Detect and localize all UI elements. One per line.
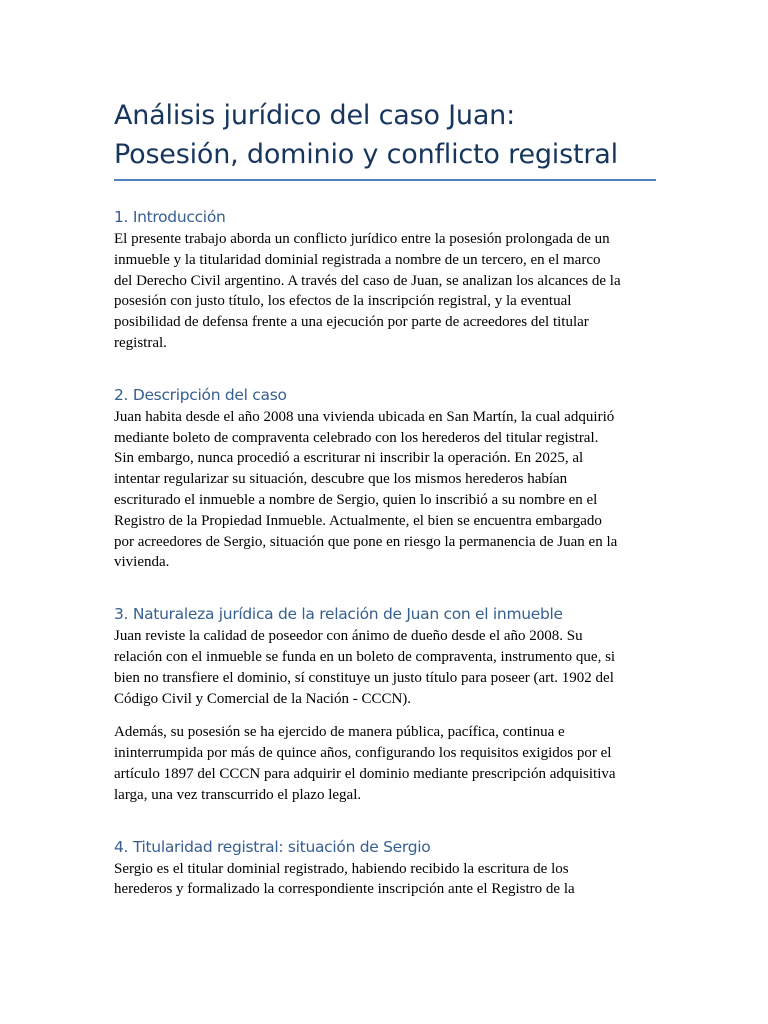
text-line: registral.: [114, 334, 167, 351]
text-line: Registro de la Propiedad Inmueble. Actualmente, el bien se encuentra embargado: [114, 512, 602, 529]
section-heading: 2. Descripción del caso: [114, 385, 287, 404]
section-heading: 1. Introducción: [114, 208, 226, 226]
paragraph: [114, 229, 654, 354]
paragraph: [114, 407, 654, 573]
document-title: [114, 96, 654, 179]
text-line: posesión con justo título, los efectos de la inscripción registral, y la eventual: [114, 293, 572, 310]
text-line: intentar regularizar su situación, descubre que los mismos herederos habían: [114, 471, 568, 488]
title-line: Análisis jurídico del caso Juan:: [114, 100, 515, 131]
text-line: Código Civil y Comercial de la Nación - CCCN).: [114, 690, 412, 707]
text-line: vivienda.: [114, 554, 170, 571]
spacer: [114, 354, 654, 384]
title-line: Posesión, dominio y conflicto registral: [114, 139, 618, 170]
section-heading: 3. Naturaleza jurídica de la relación de Juan con el inmueble: [114, 605, 563, 624]
text-line: herederos y formalizado la correspondiente inscripción ante el Registro de la: [114, 881, 575, 898]
spacer: [114, 709, 654, 722]
text-line: mediante boleto de compraventa celebrado con los herederos del titular registral.: [114, 429, 599, 446]
document-body: [114, 96, 654, 900]
text-line: Sergio es el titular dominial registrado, habiendo recibido la escritura de los: [114, 860, 569, 877]
text-line: inmueble y la titularidad dominial registrada a nombre de un tercero, en el marco: [114, 251, 601, 268]
spacer: [114, 806, 654, 836]
section-heading: 4. Titularidad registral: situación de Sergio: [114, 837, 431, 856]
text-line: Juan habita desde el año 2008 una vivienda ubicada en San Martín, la cual adquirió: [114, 408, 615, 425]
text-line: artículo 1897 del CCCN para adquirir el dominio mediante prescripción adquisitiva: [114, 765, 616, 782]
text-line: por acreedores de Sergio, situación que pone en riesgo la permanencia de Juan en la: [114, 533, 618, 550]
section-naturaleza-juridica: [114, 603, 654, 805]
text-line: escriturado el inmueble a nombre de Sergio, quien lo inscribió a su nombre en el: [114, 491, 598, 508]
text-line: bien no transfiere el dominio, sí constituye un justo título para poseer (art. 1902 del: [114, 669, 614, 686]
section-titularidad-registral: [114, 836, 654, 901]
text-line: El presente trabajo aborda un conflicto jurídico entre la posesión prolongada de un: [114, 231, 610, 247]
text-line: relación con el inmueble se funda en un boleto de compraventa, instrumento que, si: [114, 648, 616, 665]
title-underline-rule: [114, 179, 656, 181]
text-line: posibilidad de defensa frente a una ejecución por parte de acreedores del titular: [114, 314, 589, 331]
text-line: ininterrumpida por más de quince años, configurando los requisitos exigidos por el: [114, 745, 612, 762]
text-line: del Derecho Civil argentino. A través del caso de Juan, se analizan los alcances de la: [114, 272, 621, 289]
text-line: Juan reviste la calidad de poseedor con ánimo de dueño desde el año 2008. Su: [114, 628, 583, 645]
text-line: Sin embargo, nunca procedió a escriturar ni inscribir la operación. En 2025, al: [114, 450, 584, 467]
section-descripcion-del-caso: [114, 384, 654, 573]
paragraph: [114, 859, 654, 901]
text-line: Además, su posesión se ha ejercido de manera pública, pacífica, continua e: [114, 724, 565, 741]
paragraph: [114, 722, 654, 805]
paragraph: [114, 626, 654, 709]
text-line: larga, una vez transcurrido el plazo legal.: [114, 786, 362, 803]
section-introduccion: [114, 206, 654, 354]
spacer: [114, 573, 654, 603]
